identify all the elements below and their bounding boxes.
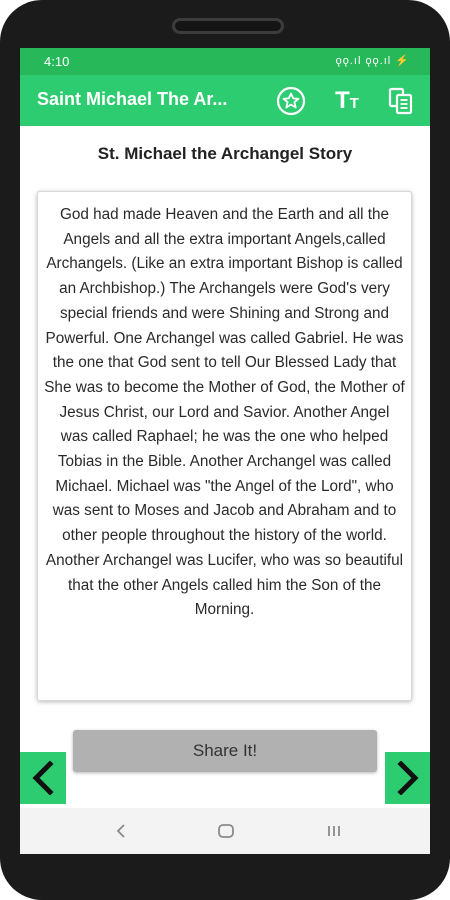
chevron-left-icon xyxy=(30,761,56,795)
story-card xyxy=(37,191,412,701)
text-size-button[interactable] xyxy=(328,82,366,120)
system-navigation-bar xyxy=(20,808,430,854)
share-button[interactable]: Share It! xyxy=(73,730,377,772)
star-icon xyxy=(276,86,306,116)
system-recents-button[interactable] xyxy=(314,816,354,846)
copy-button[interactable] xyxy=(382,82,420,120)
app-title: Saint Michael The Ar... xyxy=(37,89,228,109)
app-screen xyxy=(20,48,430,854)
app-bar xyxy=(20,75,430,126)
favorite-button[interactable] xyxy=(272,82,310,120)
next-story-button[interactable] xyxy=(385,752,430,804)
speaker-grille xyxy=(172,18,284,34)
status-time: 4:10 xyxy=(44,54,70,69)
previous-story-button[interactable] xyxy=(20,752,66,804)
story-text: God had made Heaven and the Earth and all the Angels and all the extra important Angels,called Archangels. (Like an extra important Bishop is called an Archbishop.) The Archangels were God's very special friends and were Shining and Strong and Powerful. One Archangel was called Gabriel. He was the one that God sent to tell Our Blessed Lady that She was to become the Mother of God, the Mother of Jesus Christ, our Lord and Savior. Another Angel was called Raphael; he was the one who helped Tobias in the Bible. Another Archangel was called Michael. Michael was "the Angel of the Lord", who was sent to Moses and Jacob and Abraham and to other people throughout the history of the world. Another Archangel was Lucifer, who was so beautiful that the other Angels called him the Son of the Morning. xyxy=(44,206,405,619)
copy-icon xyxy=(387,86,415,116)
system-back-button[interactable] xyxy=(101,816,141,846)
status-bar xyxy=(20,48,430,75)
text-size-icon: TT xyxy=(335,87,359,114)
recents-icon xyxy=(325,823,343,839)
back-icon xyxy=(115,823,127,839)
system-home-button[interactable] xyxy=(206,816,246,846)
chevron-right-icon xyxy=(395,761,421,795)
home-icon xyxy=(217,823,235,839)
page-title: St. Michael the Archangel Story xyxy=(97,144,353,163)
status-icons: ǫǫ.ıl ǫǫ.ıl ⚡ xyxy=(335,55,410,67)
